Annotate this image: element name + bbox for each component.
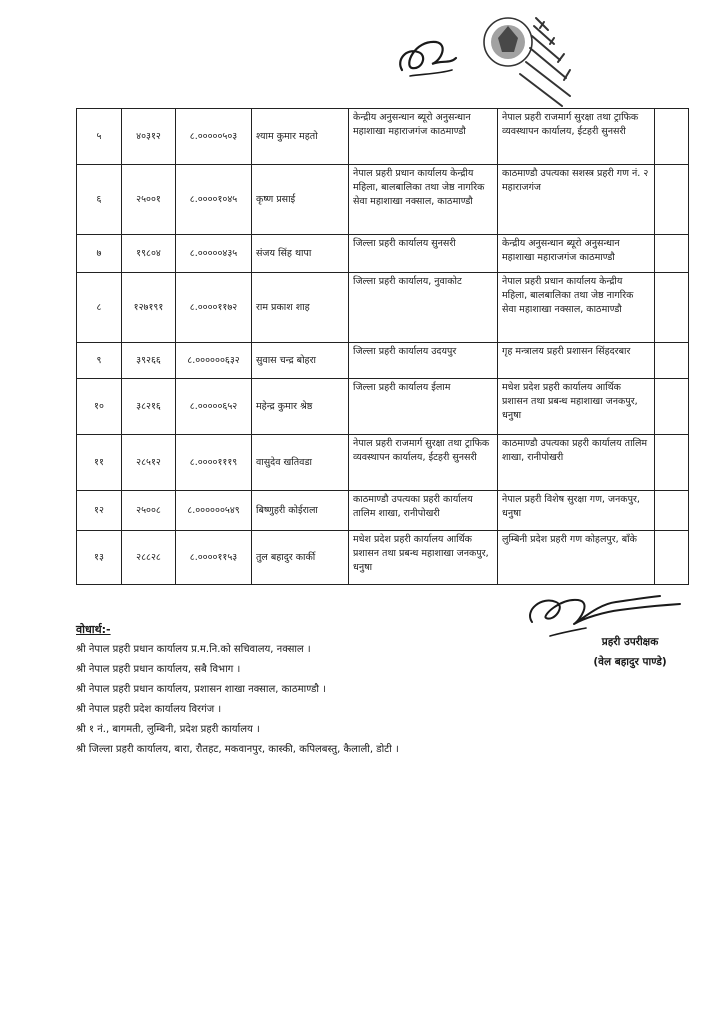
service-code: ८.०००००६५२: [176, 379, 252, 435]
remarks-cell: [655, 379, 689, 435]
from-office: मधेश प्रदेश प्रहरी कार्यालय आर्थिक प्रशासन तथा प्रबन्ध महाशाखा जनकपुर, धनुषा: [349, 531, 498, 585]
distribution-list: [76, 620, 399, 760]
table-row: [77, 531, 689, 585]
remarks-cell: [655, 531, 689, 585]
id-number: २८५१२: [122, 435, 176, 491]
serial-number: ७: [77, 235, 122, 273]
distribution-line: श्री जिल्ला प्रहरी कार्यालय, बारा, रौतहट, मकवानपुर, कास्की, कपिलबस्तु, कैलाली, डोटी ।: [76, 744, 399, 755]
service-code: ८.००००११५३: [176, 531, 252, 585]
employee-name: श्याम कुमार महतो: [252, 109, 349, 165]
remarks-cell: [655, 235, 689, 273]
distribution-line: श्री नेपाल प्रहरी प्रधान कार्यालय, सबै विभाग ।: [76, 664, 241, 675]
table-row: [77, 491, 689, 531]
from-office: जिल्ला प्रहरी कार्यालय सुनसरी: [349, 235, 498, 273]
employee-name: बिष्णुहरी कोईराला: [252, 491, 349, 531]
serial-number: १३: [77, 531, 122, 585]
table-row: [77, 343, 689, 379]
service-code: ८.००००००५४९: [176, 491, 252, 531]
service-code: ८.००००११७२: [176, 273, 252, 343]
from-office: जिल्ला प्रहरी कार्यालय उदयपुर: [349, 343, 498, 379]
remarks-cell: [655, 435, 689, 491]
from-office: जिल्ला प्रहरी कार्यालय ईलाम: [349, 379, 498, 435]
signatory-title: प्रहरी उपरीक्षक: [601, 636, 659, 648]
serial-number: ६: [77, 165, 122, 235]
id-number: २५००८: [122, 491, 176, 531]
distribution-label: वोधार्थ:-: [76, 623, 111, 636]
from-office: नेपाल प्रहरी प्रधान कार्यालय केन्द्रीय महिला, बालबालिका तथा जेष्ठ नागरिक सेवा महाशाखा नक्साल, काठमाण्डौ: [349, 165, 498, 235]
from-office: जिल्ला प्रहरी कार्यालय, नुवाकोट: [349, 273, 498, 343]
to-office: लुम्बिनी प्रदेश प्रहरी गण कोहलपुर, बाँके: [498, 531, 655, 585]
serial-number: १२: [77, 491, 122, 531]
id-number: २८८२८: [122, 531, 176, 585]
remarks-cell: [655, 109, 689, 165]
official-stamp: [474, 8, 598, 108]
to-office: नेपाल प्रहरी विशेष सुरक्षा गण, जनकपुर, धनुषा: [498, 491, 655, 531]
service-code: ८.००००००६३२: [176, 343, 252, 379]
remarks-cell: [655, 491, 689, 531]
distribution-line: श्री १ नं., बागमती, लुम्बिनी, प्रदेश प्रहरी कार्यालय ।: [76, 724, 260, 735]
to-office: मधेश प्रदेश प्रहरी कार्यालय आर्थिक प्रशासन तथा प्रबन्ध महाशाखा जनकपुर, धनुषा: [498, 379, 655, 435]
to-office: काठमाण्डौ उपत्यका सशस्त्र प्रहरी गण नं. २ महाराजगंज: [498, 165, 655, 235]
id-number: ३९२६६: [122, 343, 176, 379]
handwritten-initials-icon: [392, 30, 460, 82]
service-code: ८.००००१११९: [176, 435, 252, 491]
remarks-cell: [655, 273, 689, 343]
serial-number: ८: [77, 273, 122, 343]
remarks-cell: [655, 165, 689, 235]
service-code: ८.०००००५०३: [176, 109, 252, 165]
serial-number: ९: [77, 343, 122, 379]
to-office: केन्द्रीय अनुसन्धान ब्यूरो अनुसन्धान महाशाखा महाराजगंज काठमाण्डौ: [498, 235, 655, 273]
signatory-name: (वेल बहादुर पाण्डे): [593, 656, 667, 668]
employee-name: राम प्रकाश शाह: [252, 273, 349, 343]
to-office: काठमाण्डौ उपत्यका प्रहरी कार्यालय तालिम शाखा, रानीपोखरी: [498, 435, 655, 491]
table-row: [77, 109, 689, 165]
personnel-transfer-table: [76, 108, 689, 585]
table-row: [77, 379, 689, 435]
remarks-cell: [655, 343, 689, 379]
to-office: नेपाल प्रहरी राजमार्ग सुरक्षा तथा ट्राफिक व्यवस्थापन कार्यालय, ईटहरी सुनसरी: [498, 109, 655, 165]
service-code: ८.००००१०४५: [176, 165, 252, 235]
serial-number: १०: [77, 379, 122, 435]
table-row: [77, 165, 689, 235]
id-number: ४०३१२: [122, 109, 176, 165]
to-office: नेपाल प्रहरी प्रधान कार्यालय केन्द्रीय महिला, बालबालिका तथा जेष्ठ नागरिक सेवा महाशाखा नक्साल, काठमाण्डौ: [498, 273, 655, 343]
from-office: नेपाल प्रहरी राजमार्ग सुरक्षा तथा ट्राफिक व्यवस्थापन कार्यालय, ईटहरी सुनसरी: [349, 435, 498, 491]
from-office: केन्द्रीय अनुसन्धान ब्यूरो अनुसन्धान महाशाखा महाराजगंज काठमाण्डौ: [349, 109, 498, 165]
serial-number: ५: [77, 109, 122, 165]
table-row: [77, 435, 689, 491]
employee-name: संजय सिंह थापा: [252, 235, 349, 273]
employee-name: कृष्ण प्रसाई: [252, 165, 349, 235]
to-office: गृह मन्त्रालय प्रहरी प्रशासन सिंहदरबार: [498, 343, 655, 379]
employee-name: सुवास चन्द्र बोहरा: [252, 343, 349, 379]
employee-name: महेन्द्र कुमार श्रेष्ठ: [252, 379, 349, 435]
employee-name: वासुदेव खतिवडा: [252, 435, 349, 491]
id-number: १९८०४: [122, 235, 176, 273]
serial-number: ११: [77, 435, 122, 491]
distribution-line: श्री नेपाल प्रहरी प्रधान कार्यालय, प्रशासन शाखा नक्साल, काठमाण्डौ ।: [76, 684, 326, 695]
id-number: ३८२१६: [122, 379, 176, 435]
distribution-line: श्री नेपाल प्रहरी प्रधान कार्यालय प्र.म.नि.को सचिवालय, नक्साल ।: [76, 644, 311, 655]
service-code: ८.०००००४३५: [176, 235, 252, 273]
employee-name: तुल बहादुर कार्की: [252, 531, 349, 585]
from-office: काठमाण्डौ उपत्यका प्रहरी कार्यालय तालिम शाखा, रानीपोखरी: [349, 491, 498, 531]
signatory-block: [560, 632, 700, 672]
table-row: [77, 273, 689, 343]
id-number: २५००१: [122, 165, 176, 235]
table-row: [77, 235, 689, 273]
distribution-line: श्री नेपाल प्रहरी प्रदेश कार्यालय विरगंज ।: [76, 704, 222, 715]
id-number: १२७१९१: [122, 273, 176, 343]
